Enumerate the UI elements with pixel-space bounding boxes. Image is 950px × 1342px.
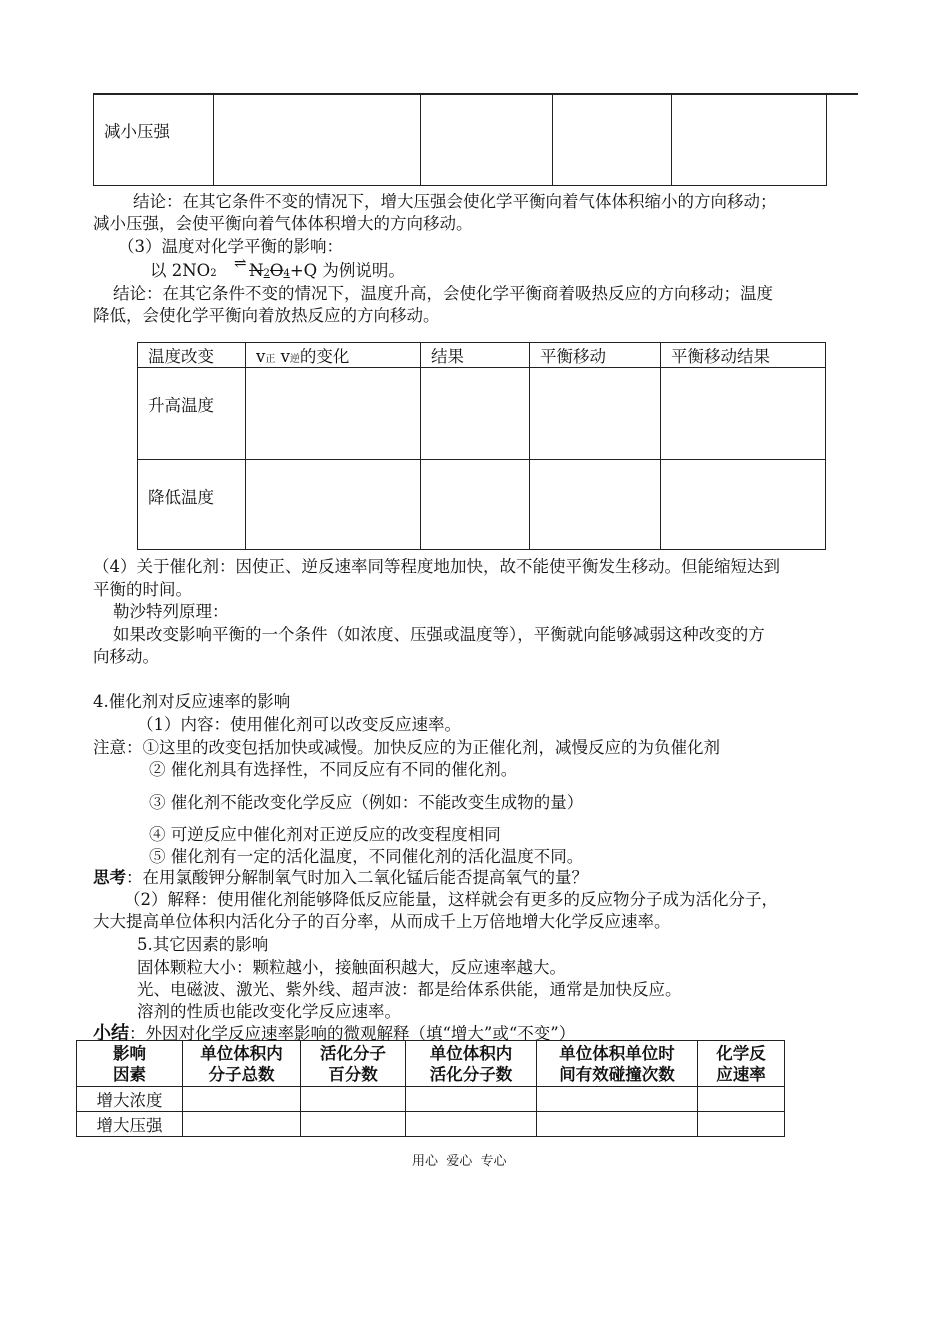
header-cell: 单位体积单位时 间有效碰撞次数 xyxy=(537,1041,698,1087)
explain-line2: 大大提高单位体积内活化分子的百分率，从而成千上万倍地增大化学反应速率。 xyxy=(93,912,671,931)
temperature-table xyxy=(137,342,826,550)
catalyst-note-line2: 平衡的时间。 xyxy=(93,580,192,599)
section5-line2: 光、电磁波、激光、紫外线、超声波：都是给体系供能，通常是加快反应。 xyxy=(137,980,682,999)
header-cell: 平衡移动结果 xyxy=(661,343,826,368)
header-cell: 活化分子 百分数 xyxy=(301,1041,406,1087)
le-chatelier-line2: 向移动。 xyxy=(93,647,159,666)
table-row-label: 增大压强 xyxy=(77,1112,183,1137)
header-cell: 平衡移动 xyxy=(530,343,661,368)
note-line4: ④ 可逆反应中催化剂对正逆反应的改变程度相同 xyxy=(149,825,501,844)
temp-conclusion-line1: 结论：在其它条件不变的情况下，温度升高，会使化学平衡商着吸热反应的方向移动；温度 xyxy=(113,284,773,303)
note-line1: 注意：①这里的改变包括加快或减慢。加快反应的为正催化剂，减慢反应的为负催化剂 xyxy=(93,738,720,757)
table-row-label: 升高温度 xyxy=(138,368,246,460)
explain-line1: （2）解释：使用催化剂能够降低反应能量，这样就会有更多的反应物分子成为活化分子， xyxy=(124,890,778,909)
section3-heading: （3）温度对化学平衡的影响： xyxy=(118,237,343,256)
pressure-conclusion-line2: 减小压强，会使平衡向着气体体积增大的方向移动。 xyxy=(93,214,473,233)
section3-example: 以 2NO2 N2O4+Q 为例说明。 xyxy=(150,261,405,280)
header-cell: 单位体积内 分子总数 xyxy=(183,1041,301,1087)
pressure-conclusion-line1: 结论：在其它条件不变的情况下，增大压强会使化学平衡向着气体体积缩小的方向移动； xyxy=(133,192,777,211)
table-row-label: 增大浓度 xyxy=(77,1087,183,1112)
temp-conclusion-line2: 降低，会使化学平衡向着放热反应的方向移动。 xyxy=(93,306,440,325)
section4-heading: 4.催化剂对反应速率的影响 xyxy=(93,692,291,711)
header-cell: 影响 因素 xyxy=(77,1041,183,1087)
equilibrium-arrow-icon: ⇌ xyxy=(234,254,245,272)
header-cell: v正 v逆的变化 xyxy=(246,343,421,368)
note-line3: ③ 催化剂不能改变化学反应（例如：不能改变生成物的量） xyxy=(149,793,584,812)
header-cell: 化学反 应速率 xyxy=(698,1041,785,1087)
catalyst-note-line1: （4）关于催化剂：因使正、逆反速率同等程度地加快，故不能使平衡发生移动。但能缩短达到 xyxy=(93,557,780,576)
table-row-label: 减小压强 xyxy=(94,94,214,185)
page-footer: 用心 爱心 专心 xyxy=(412,1154,507,1169)
pressure-table-fragment xyxy=(93,94,827,186)
summary-table xyxy=(76,1040,785,1137)
header-cell: 结果 xyxy=(421,343,530,368)
section5-line1: 固体颗粒大小：颗粒越小，接触面积越大，反应速率越大。 xyxy=(137,958,566,977)
summary-heading: 小结：外因对化学反应速率影响的微观解释（填“增大”或“不变”） xyxy=(93,1023,576,1044)
think-question: 思考：在用氯酸钾分解制氧气时加入二氧化锰后能否提高氧气的量？ xyxy=(93,868,588,887)
section5-line3: 溶剂的性质也能改变化学反应速率。 xyxy=(137,1002,401,1021)
note-line2: ② 催化剂具有选择性，不同反应有不同的催化剂。 xyxy=(149,760,518,779)
note-line5: ⑤ 催化剂有一定的活化温度，不同催化剂的活化温度不同。 xyxy=(149,847,584,866)
section4-content: （1）内容：使用催化剂可以改变反应速率。 xyxy=(137,715,461,734)
table-row-label: 降低温度 xyxy=(138,460,246,550)
section5-heading: 5.其它因素的影响 xyxy=(137,935,269,954)
header-cell: 单位体积内 活化分子数 xyxy=(406,1041,537,1087)
le-chatelier-title: 勒沙特列原理： xyxy=(113,602,229,621)
le-chatelier-line1: 如果改变影响平衡的一个条件（如浓度、压强或温度等），平衡就向能够减弱这种改变的方 xyxy=(113,625,765,644)
header-cell: 温度改变 xyxy=(138,343,246,368)
